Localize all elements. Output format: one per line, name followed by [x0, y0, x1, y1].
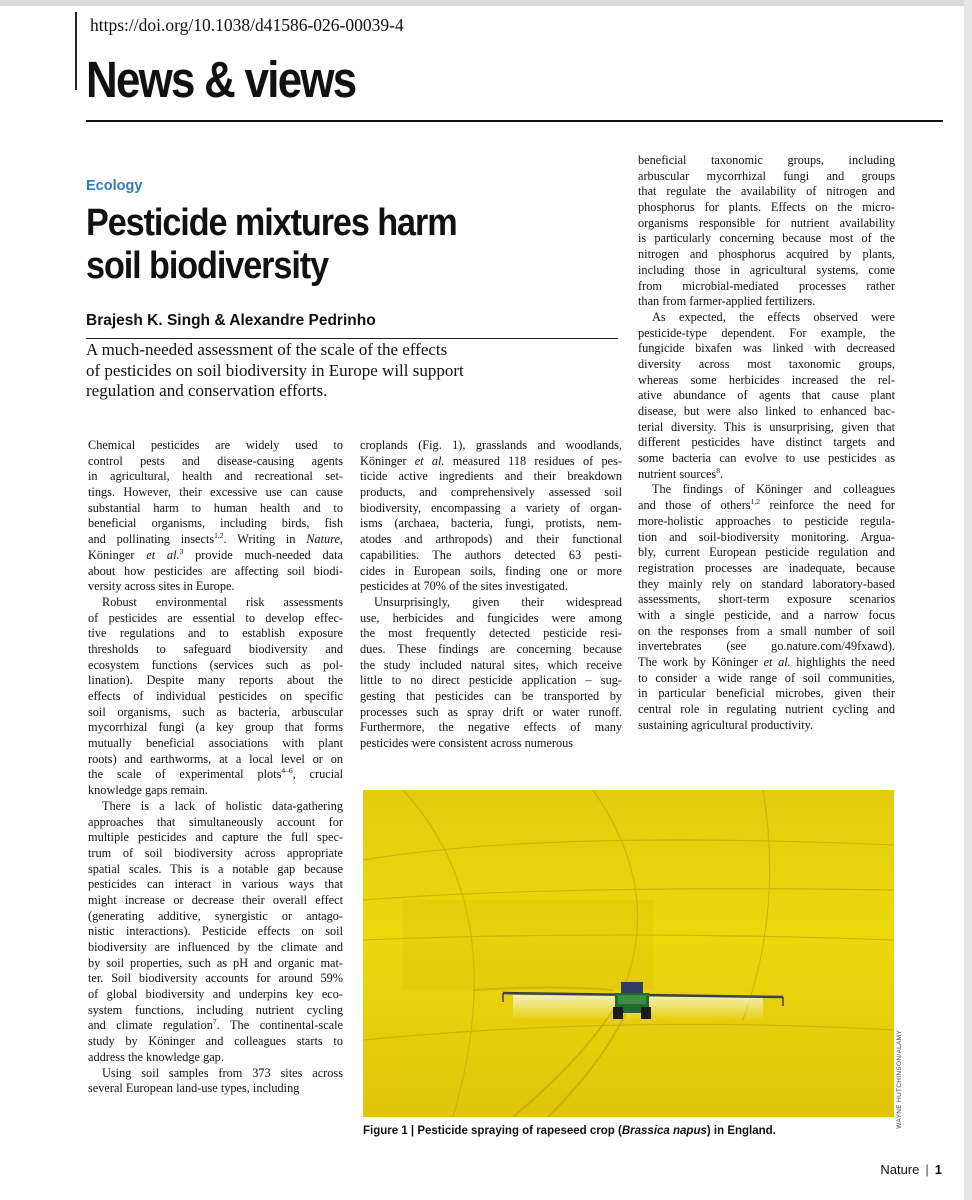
text-line: tive regulations and to establish exposure — [88, 626, 343, 641]
body-column-1 — [88, 438, 343, 1097]
text-line: terial diversity. This is unsurprising, given that — [638, 419, 895, 434]
text-line: and those of others$^{1,2}$ reinforce the need for — [638, 497, 895, 513]
text-line: in agricultural, health and recreational set- — [88, 469, 343, 484]
text-line: nitrogen and phosphorus acquired by plants, — [638, 247, 895, 262]
text-line: mycorrhizal fungi (a key group that forms — [88, 720, 343, 735]
text-line: biodiversity are influenced by the climate and — [88, 940, 343, 954]
text-line: control pests and disease-causing agents — [88, 453, 343, 468]
text-line: Furthermore, the negative effects of many — [360, 720, 622, 735]
text-line: thresholds to safeguard biodiversity and — [88, 641, 343, 656]
text-line: from microbial-mediated processes rather — [638, 278, 895, 293]
footer-separator: | — [925, 1162, 929, 1177]
text-line: substantial harm to human health and to — [88, 500, 343, 515]
footer-journal: Nature — [880, 1162, 920, 1177]
masthead-rule — [86, 120, 943, 122]
text-line: whereas some herbicides increased the rel- — [638, 372, 895, 387]
text-line: isms (archaea, bacteria, fungi, protists, nem- — [360, 516, 622, 531]
text-line: beneficial organisms, including birds, fish — [88, 516, 343, 531]
text-line: Robust environmental risk assessments — [102, 594, 343, 609]
caption-species: Brassica napus — [621, 1125, 707, 1137]
text-line: invertebrates (see go.nature.com/49fxawd). — [638, 639, 895, 654]
text-line: bly, current European pesticide regulation and — [638, 545, 895, 560]
text-line: some bacteria can evolve to use pesticides as — [638, 451, 895, 466]
header-accent-line — [75, 12, 77, 90]
text-line: Using soil samples from 373 sites across — [102, 1065, 343, 1080]
standfirst-line: A much-needed assessment of the scale of the effects — [86, 340, 448, 359]
text-line: that regulate the availability of nitrogen and — [638, 184, 895, 199]
text-line: pesticide-type dependent. For example, the — [638, 325, 895, 340]
text-line: soil organisms, such as bacteria, arbuscular — [88, 704, 343, 719]
text-line: spatial scales. This is a notable gap because — [88, 861, 343, 876]
title-line: soil biodiversity — [86, 245, 329, 287]
text-line: and pollinating insects$^{1,2}$. Writing in Nature, — [88, 531, 343, 547]
text-line: address the knowledge gap. — [88, 1049, 224, 1064]
text-line: ecosystem functions (services such as pol- — [88, 657, 343, 672]
text-line: different pesticides have distinct targets and — [638, 435, 895, 450]
doi-link[interactable]: https://doi.org/10.1038/d41586-026-00039-4 — [90, 15, 404, 35]
text-line: and climate regulation$^7$. The continental-scale — [88, 1017, 343, 1033]
page-number: 1 — [934, 1162, 942, 1177]
standfirst-line: regulation and conservation efforts. — [86, 381, 328, 400]
standfirst-line: of pesticides on soil biodiversity in Europe will support — [86, 360, 464, 380]
text-line: approaches that simultaneously account for — [88, 814, 343, 829]
text-line: little to no direct pesticide application – sug- — [360, 673, 622, 688]
text-line: Chemical pesticides are widely used to — [88, 438, 343, 452]
text-line: croplands (Fig. 1), grasslands and woodlands, — [360, 438, 622, 452]
text-line: nistic interactions). Pesticide effects on soil — [88, 924, 343, 939]
text-line: disease, but were also linked to enhanced bac- — [638, 404, 895, 418]
text-line: of global biodiversity and underpins key eco- — [88, 987, 343, 1002]
text-line: than from farmer-applied fertilizers. — [638, 294, 816, 309]
text-line: pesticides at 70% of the sites investigated. — [360, 579, 568, 594]
page-edge-right — [964, 0, 972, 1200]
caption-tail: ) in England. — [706, 1125, 776, 1137]
text-line: several European land-use types, including — [88, 1081, 300, 1096]
text-line: sustaining agricultural productivity. — [638, 717, 814, 732]
section-label: Ecology — [86, 178, 143, 194]
text-line: biodiversity, encompassing a variety of organ- — [360, 500, 622, 515]
text-line: capabilities. The authors detected 63 pesti- — [360, 547, 622, 562]
authors: Brajesh K. Singh & Alexandre Pedrinho — [86, 312, 376, 329]
text-line: ter. Soil biodiversity accounts for around 59% — [88, 971, 343, 986]
text-line: The findings of Köninger and colleagues — [652, 482, 895, 497]
text-line: knowledge gaps remain. — [88, 783, 208, 798]
text-line: might increase or decrease their overall effect — [88, 892, 343, 907]
text-line: pesticides were consistent across numerous — [360, 736, 574, 751]
text-line: to consider a wide range of soil communities, — [638, 670, 895, 685]
text-line: central role in regulating nutrient cycling and — [638, 702, 895, 717]
text-line: tings. However, their excessive use can cause — [88, 485, 343, 500]
text-line: arbuscular mycorrhizal fungi and groups — [638, 168, 895, 183]
text-line: pesticides can interact in various ways that — [88, 877, 343, 892]
text-line: ative abundance of agents that cause plant — [638, 388, 895, 403]
text-line: organisms responsible for nutrient availability — [638, 215, 895, 230]
text-line: products, and comprehensively assessed soil — [360, 485, 622, 500]
text-line: beneficial taxonomic groups, including — [638, 153, 895, 167]
body-column-3 — [638, 153, 895, 733]
text-line: study by Köninger and colleagues starts to — [88, 1034, 343, 1049]
text-line: gesting that pesticides can be transported by — [360, 689, 622, 703]
text-line: Köninger et al.$^3$ provide much-needed data — [88, 546, 343, 562]
text-line: fungicide bixafen was linked with decreased — [638, 341, 895, 356]
text-line: dues. These findings are concerning because — [360, 641, 622, 656]
text-line: cides in European soils, finding one or more — [360, 563, 622, 578]
text-line: the scale of experimental plots$^{4-6}$, crucial — [88, 766, 343, 782]
text-line: effects of individual pesticides on specific — [88, 689, 343, 703]
text-line: versity across sites in Europe. — [88, 579, 235, 594]
text-line: trum of soil biodiversity across appropriate — [88, 845, 343, 860]
text-line: The work by Köninger et al. highlights the need — [638, 655, 896, 669]
text-line: use, herbicides and fungicides were among — [360, 610, 622, 625]
text-line: they mainly rely on standard laboratory-based — [638, 576, 895, 591]
text-line: Unsurprisingly, given their widespread — [374, 594, 622, 609]
text-line: diversity across most taxonomic groups, — [638, 356, 895, 371]
text-line: system functions, including nutrient cycling — [88, 1002, 343, 1017]
text-line: by soil properties, such as pH and organic mat- — [88, 955, 343, 970]
text-line: the most frequently detected pesticide resi- — [360, 626, 622, 641]
text-line: There is a lack of holistic data-gathering — [102, 798, 343, 813]
rapeseed-field-image — [363, 790, 894, 1117]
text-line: roots) and earthworms, at a local level or on — [88, 751, 343, 766]
photo-credit: WAYNE HUTCHINSON/ALAMY — [896, 1030, 903, 1129]
masthead: News & views — [86, 51, 356, 108]
text-line: phosphorus for plants. Effects on the micro- — [638, 200, 895, 215]
figure-photo — [363, 790, 894, 1117]
text-line: atodes and arthropods) and their functional — [360, 532, 622, 547]
text-line: ticide active ingredients and their breakdown — [360, 469, 622, 484]
body-column-2 — [360, 438, 622, 752]
text-line: on the responses from a small number of soil — [638, 623, 895, 638]
text-line: assessments, short-term exposure scenarios — [638, 592, 895, 607]
page-footer — [880, 1162, 942, 1177]
text-line: in particular beneficial microbes, given their — [638, 686, 895, 701]
standfirst — [86, 338, 618, 402]
text-line: of pesticides are essential to develop effec- — [88, 610, 343, 625]
article-title — [86, 202, 590, 288]
text-line: is particularly concerning because most of the — [638, 231, 895, 246]
text-line: lination). Despite many reports about the — [88, 673, 343, 688]
title-line: Pesticide mixtures harm — [86, 202, 457, 244]
text-line: nutrient sources$^8$. — [638, 465, 724, 481]
page-edge-top — [0, 0, 972, 6]
text-line: about how pesticides are affecting soil biodi- — [88, 563, 343, 578]
figure-caption — [363, 1125, 776, 1137]
text-line: including those in agricultural systems, come — [638, 262, 895, 277]
text-line: the study included natural sites, which receive — [360, 657, 622, 672]
text-line: more-holistic approaches to pesticide regula- — [638, 513, 895, 528]
text-line: Köninger et al. measured 118 residues of pes- — [360, 453, 622, 468]
text-line: mutually beneficial associations with plant — [88, 736, 343, 751]
text-line: tion and soil-biodiversity monitoring. Argua- — [638, 529, 895, 544]
text-line: As expected, the effects observed were — [652, 309, 895, 324]
text-line: registration processes are inadequate, because — [638, 560, 895, 575]
text-line: with a single pesticide, and a narrow focus — [638, 607, 895, 622]
text-line: processes such as spray drift or water runoff. — [360, 704, 622, 719]
text-line: (generating additive, synergistic or antago- — [88, 908, 343, 923]
text-line: multiple pesticides and capture the full spec- — [88, 830, 343, 845]
caption-label: Figure 1 | Pesticide spraying of rapeseed crop ( — [363, 1125, 622, 1137]
